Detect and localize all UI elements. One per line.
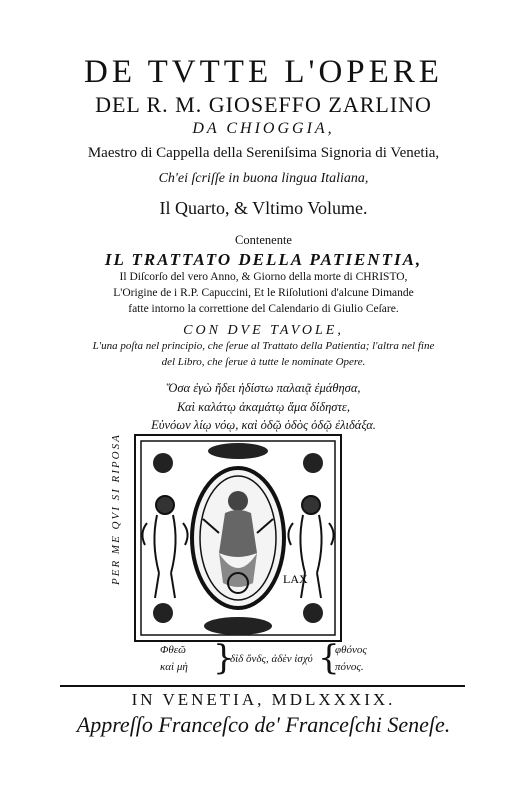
left-brace-icon: }: [213, 638, 235, 678]
contents-line-3: fatte intorno la correttione del Calendario di Giulio Ceſare.: [128, 303, 399, 315]
printers-device-emblem: [133, 433, 343, 643]
contents-heading: IL TRATTATO DELLA PATIENTIA,: [104, 250, 423, 269]
contents-label: Contenente: [235, 233, 292, 247]
author-title-line: Maestro di Cappella della Sereniſsima Signoria di Venetia,: [87, 145, 440, 161]
tavole-line-2: del Libro, che ſerue à tutte le nominate Opere.: [161, 356, 366, 368]
right-brace-icon: {: [318, 638, 340, 678]
motto-part-a2: καὶ μὴ: [160, 661, 188, 673]
origin-line: DA CHIOGGIA,: [192, 120, 335, 137]
motto-block: [0, 638, 527, 685]
volume-line: Il Quarto, & Vltimo Volume.: [159, 198, 368, 218]
title-line-1: DE TVTTE L'OPERE: [84, 54, 443, 90]
emblem-letter: LAX: [283, 572, 308, 586]
language-line: Ch'ei ſcriſſe in buona lingua Italiana,: [158, 171, 369, 186]
author-line: DEL R. M. GIOSEFFO ZARLINO: [95, 92, 432, 117]
motto-part-a1: Φθεῶ: [160, 644, 186, 656]
tavole-line-1: L'una poſta nel principio, che ſerue al Trattato della Patientia; l'altra nel fine: [92, 340, 435, 352]
motto-part-b: δὶδ ὄνδς, ἀδὲν ἰσχύ: [230, 653, 313, 665]
central-oval-cartouche: [192, 468, 284, 608]
emblem-motto-left: PER ME QVI SI RIPOSA: [110, 433, 122, 585]
motto-part-c2: πόνος.: [335, 661, 364, 673]
tavole-heading: CON DVE TAVOLE,: [183, 323, 344, 338]
imprint-publisher: Appreſſo Franceſco de' Franceſchi Seneſe.: [76, 712, 451, 737]
contents-line-1: Il Diſcorſo del vero Anno, & Giorno della morte di CHRISTO,: [119, 271, 408, 283]
imprint-place-date: IN VENETIA, MDLXXXIX.: [131, 690, 396, 709]
imprint-divider: [60, 685, 465, 687]
greek-line-3: Εὐνόων λίῳ νόῳ, καὶ ὁδῷ ὁδὸς ὁδῷ ἐλιδάξα.: [151, 418, 376, 432]
greek-line-1: Ὅσα ἐγὼ ἤδει ἠδίστω παλαιᾷ ἐμάθησα,: [166, 381, 361, 395]
contents-line-2: L'Origine de i R.P. Capuccini, Et le Riſolutioni d'alcune Dimande: [113, 287, 414, 299]
greek-line-2: Καὶ καλάτῳ ἀκαμάτῳ ἅμα δίδηστε,: [177, 400, 350, 414]
motto-part-c1: φθόνος: [335, 644, 367, 656]
